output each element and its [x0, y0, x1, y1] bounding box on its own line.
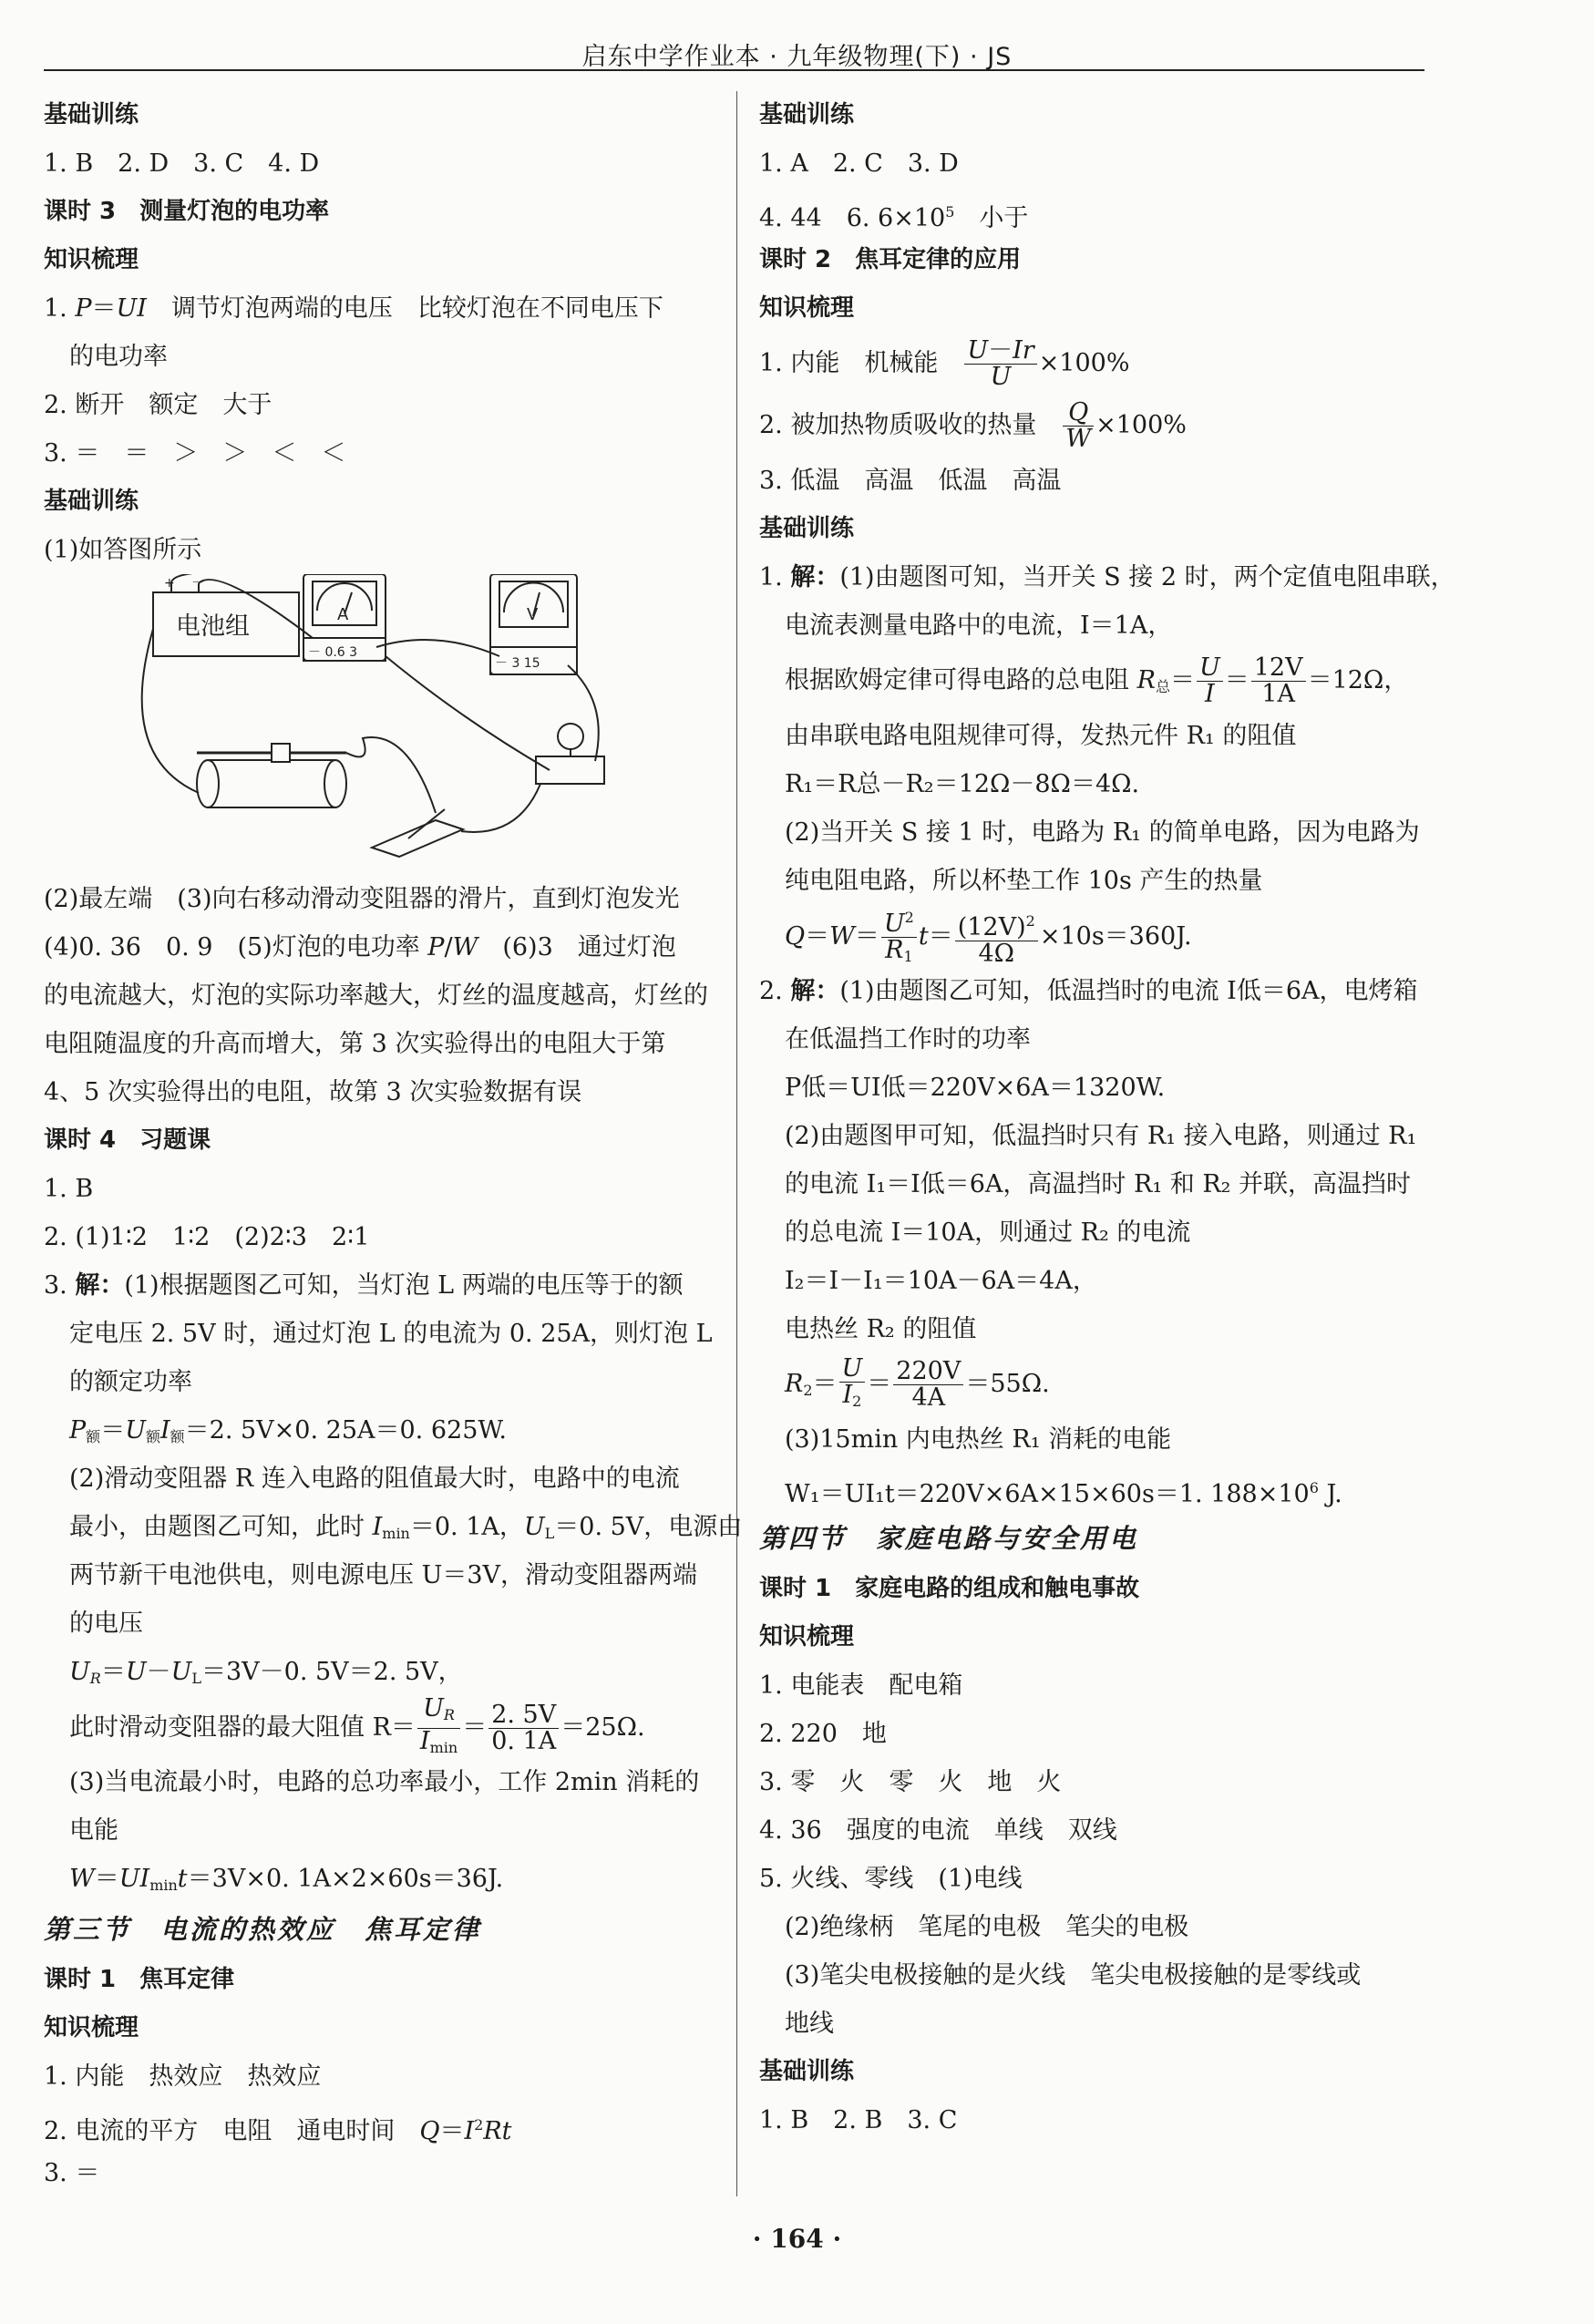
answer-line: 3. 低温 高温 低温 高温: [759, 467, 1062, 495]
answer-line: 1. B 2. D 3. C 4. D: [44, 149, 320, 178]
section-heading: 知识梳理: [759, 294, 855, 322]
answer-line: 1. A 2. C 3. D: [759, 149, 959, 178]
lesson-heading: 课时 4 习题课: [44, 1126, 211, 1154]
section-heading: 基础训练: [759, 101, 855, 129]
equation-line: P低＝UI低＝220V×6A＝1320W.: [785, 1074, 1166, 1102]
lesson-heading: 课时 2 焦耳定律的应用: [759, 246, 1022, 273]
right-column: [759, 91, 1455, 2144]
section-heading: 基础训练: [759, 515, 855, 542]
svg-text:+: +: [164, 576, 175, 591]
equation-line: Q＝W＝ $\frac{U^2}{R_1}$ t＝ $\frac{(12V)^2}{4\Omega}$ ×10s＝360J.: [759, 905, 1434, 967]
answer-line: 1. 解：(1)由题图可知，当开关 S 接 2 时，两个定值电阻串联，: [759, 563, 1455, 591]
answer-line: 2. 解：(1)由题图乙可知，低温挡时的电流 I低＝6A，电烤箱: [759, 977, 1418, 1005]
answer-line: 纯电阻电路，所以杯垫工作 10s 产生的热量: [785, 867, 1263, 895]
answer-line: 电热丝 R₂ 的阻值: [785, 1315, 977, 1343]
answer-line: 5. 火线、零线 (1)电线: [759, 1865, 1023, 1893]
answer-line: 的电流 I₁＝I低＝6A，高温挡时 R₁ 和 R₂ 并联，高温挡时: [785, 1170, 1412, 1198]
answer-line: 2. 断开 额定 大于: [44, 391, 273, 419]
answer-line: 的额定功率: [69, 1368, 192, 1396]
answer-line: 4. 36 强度的电流 单线 双线: [759, 1816, 1117, 1845]
answer-line: 电能: [69, 1816, 118, 1845]
svg-text:－ 0.6 3: － 0.6 3: [308, 645, 358, 660]
answer-line: 1. B 2. B 3. C: [759, 2106, 958, 2134]
equation-line: $R_2=$ $\frac{U}{I_2}$ ＝ $\frac{220V}{4A}$ ＝55Ω.: [785, 1353, 1050, 1412]
answer-line: 4. 44 6. $6\times 10^5$ 小于: [759, 203, 1029, 232]
answer-line: 的电功率: [69, 343, 168, 371]
lesson-heading: 课时 3 测量灯泡的电功率: [44, 198, 330, 225]
circuit-diagram: [44, 574, 714, 875]
equation-line: I₂＝I－I₁＝10A－6A＝4A，: [785, 1267, 1097, 1295]
equation-line: 根据欧姆定律可得电路的总电阻 $R_总=$ $\frac{U}{I}$ ＝ $\frac{12V}{1A}$ ＝12Ω，: [785, 653, 1409, 708]
equation-line: 此时滑动变阻器的最大阻值 R＝ $\frac{U_R}{I_{min}}$ ＝ $\frac{2. 5V}{0. 1A}$ ＝25Ω.: [69, 1694, 645, 1756]
answer-line: (2)最左端 (3)向右移动滑动变阻器的滑片，直到灯泡发光: [44, 885, 680, 913]
equation-line: $W=UI_{min}t=3V\times 0$. 1A×2×60s＝36J.: [69, 1865, 504, 1894]
svg-text:－ 3 15: － 3 15: [495, 656, 540, 671]
answer-line: 1. 内能 机械能 $\frac{U-Ir}{U}$ ×100%: [759, 336, 1130, 391]
answer-line: 1. B: [44, 1175, 94, 1203]
lesson-heading: 课时 1 焦耳定律: [44, 1966, 235, 1993]
answer-line: (2)由题图甲可知，低温挡时只有 R₁ 接入电路，则通过 R₁: [785, 1122, 1417, 1150]
answer-line: 的电压: [69, 1609, 143, 1638]
page-header: 启东中学作业本 · 九年级物理(下) · JS: [581, 43, 1013, 71]
answer-line: 2. 电流的平方 电阻 通电时间 $Q=I^2Rt$: [44, 2116, 512, 2145]
answer-line: 定电压 2. 5V 时，通过灯泡 L 的电流为 0. 25A，则灯泡 L: [69, 1320, 713, 1348]
answer-line: 电流表测量电路中的电流，I＝1A，: [785, 612, 1173, 640]
section-heading: 知识梳理: [44, 2014, 139, 2041]
answer-line: 在低温挡工作时的功率: [785, 1025, 1031, 1054]
section-heading: 知识梳理: [44, 246, 139, 273]
answer-line: 2. 被加热物质吸收的热量 $\frac{Q}{W}$ ×100%: [759, 398, 1187, 453]
answer-line: 两节新干电池供电，则电源电压 U＝3V，滑动变阻器两端: [69, 1561, 698, 1589]
svg-text:A: A: [337, 605, 349, 624]
circuit-svg: [135, 574, 645, 875]
answer-line: 1. P＝UI 调节灯泡两端的电压 比较灯泡在不同电压下: [44, 294, 663, 323]
section-heading: 基础训练: [44, 488, 139, 515]
answer-line: (1)如答图所示: [44, 536, 202, 564]
chapter-section-title: 第四节 家庭电路与安全用电: [759, 1523, 1139, 1554]
equation-line: W₁＝UI₁t＝220V×6A×15×60s＝1. $188\times 10^6$ J.: [785, 1479, 1342, 1508]
left-column: [44, 91, 743, 2197]
section-heading: 知识梳理: [759, 1623, 855, 1650]
answer-line: 3. 零 火 零 火 地 火: [759, 1768, 1062, 1796]
answer-line: (3)15min 内电热丝 R₁ 消耗的电能: [785, 1425, 1172, 1454]
answer-line: 电阻随温度的升高而增大，第 3 次实验得出的电阻大于第: [44, 1030, 666, 1058]
answer-line: 最小，由题图乙可知，此时 $I_{min}=0$. 1A，$U_L=0$. 5V，电源由: [69, 1513, 743, 1542]
lesson-heading: 课时 1 家庭电路的组成和触电事故: [759, 1575, 1140, 1602]
answer-line: 3. 解：(1)根据题图乙可知，当灯泡 L 两端的电压等于的额: [44, 1271, 684, 1300]
answer-line: (2)绝缘柄 笔尾的电极 笔尖的电极: [785, 1913, 1189, 1941]
answer-line: 由串联电路电阻规律可得，发热元件 R₁ 的阻值: [785, 722, 1297, 750]
answer-line: (2)当开关 S 接 1 时，电路为 R₁ 的简单电路，因为电路为: [785, 818, 1420, 847]
answer-line: 2. (1)1∶2 1∶2 (2)2∶3 2∶1: [44, 1223, 370, 1251]
svg-text:V: V: [527, 605, 539, 624]
answer-line: 3. ＝: [44, 2159, 100, 2187]
answer-line: (4)0. 36 0. 9 (5)灯泡的电功率 P/W (6)3 通过灯泡: [44, 933, 676, 961]
battery-label: 电池组: [176, 612, 250, 641]
answer-line: 1. 内能 热效应 热效应: [44, 2062, 322, 2091]
equation-line: R₁＝R总－R₂＝12Ω－8Ω＝4Ω.: [785, 770, 1140, 798]
answer-line: 的电流越大，灯泡的实际功率越大，灯丝的温度越高，灯丝的: [44, 982, 708, 1010]
equation-line: $U_R=U-U_L=3V-0$. 5V＝2. 5V，: [69, 1658, 463, 1687]
chapter-section-title: 第三节 电流的热效应 焦耳定律: [44, 1914, 482, 1945]
section-heading: 基础训练: [44, 101, 139, 129]
svg-text:－: －: [191, 576, 204, 591]
section-heading: 基础训练: [759, 2058, 855, 2085]
equation-line: $P_额=U_额I_额=2$. 5V×0. 25A＝0. 625W.: [69, 1416, 507, 1445]
page-number: · 164 ·: [752, 2224, 842, 2254]
answer-line: 1. 电能表 配电箱: [759, 1671, 963, 1700]
answer-line: 2. 220 地: [759, 1720, 887, 1748]
column-divider: [736, 91, 737, 2196]
answer-line: 的总电流 I＝10A，则通过 R₂ 的电流: [785, 1219, 1191, 1247]
answer-line: (3)当电流最小时，电路的总功率最小，工作 2min 消耗的: [69, 1768, 700, 1796]
answer-line: 地线: [785, 2010, 834, 2038]
answer-line: (3)笔尖电极接触的是火线 笔尖电极接触的是零线或: [785, 1961, 1362, 1990]
answer-line: (2)滑动变阻器 R 连入电路的阻值最大时，电路中的电流: [69, 1465, 680, 1493]
answer-line: 4、5 次实验得出的电阻，故第 3 次实验数据有误: [44, 1078, 582, 1106]
answer-line: 3. ＝ ＝ ＞ ＞ ＜ ＜: [44, 439, 346, 468]
header-rule: [44, 69, 1424, 71]
